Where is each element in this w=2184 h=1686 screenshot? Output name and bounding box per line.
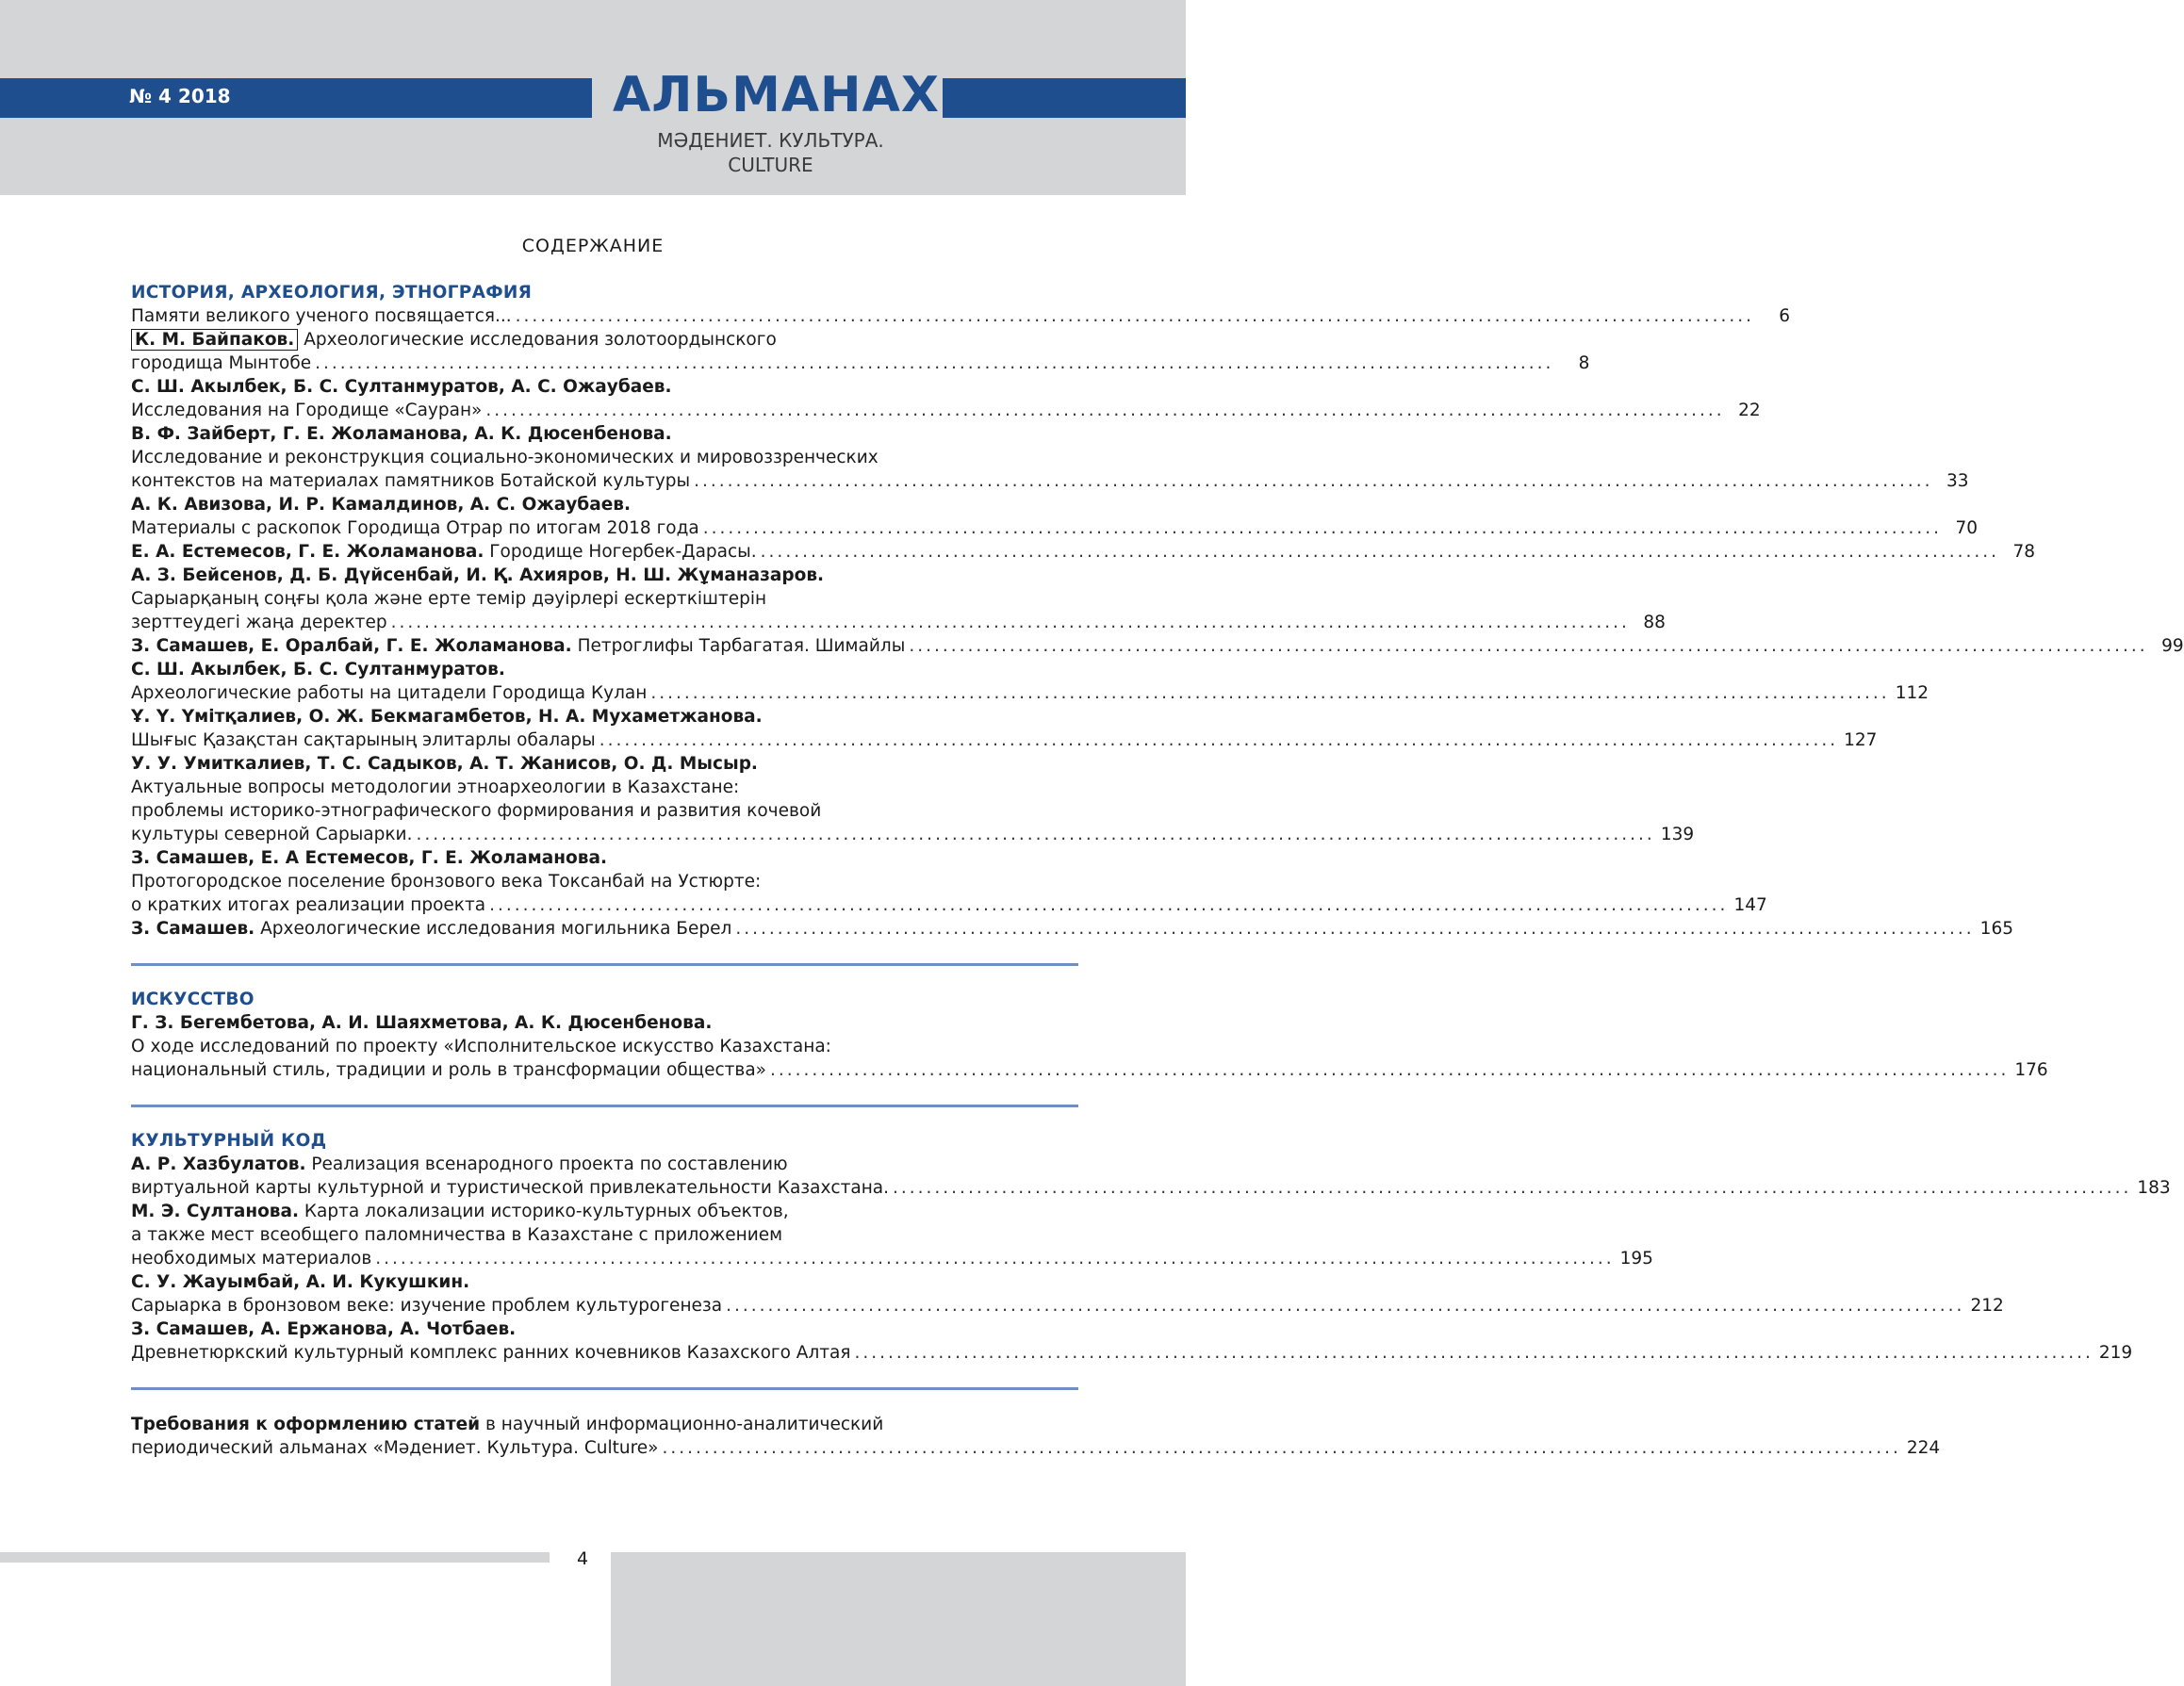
author-name: У. У. Умиткалиев, Т. С. Садыков, А. Т. Жанисов, О. Д. Мысыр. bbox=[131, 754, 758, 774]
toc-title: СОДЕРЖАНИЕ bbox=[521, 236, 665, 256]
page-ref: 176 bbox=[2014, 1060, 2048, 1080]
dot-leader: .................................................................................................................................................... bbox=[893, 1178, 2132, 1198]
author-name: С. Ш. Акылбек, Б. С. Султанмуратов. bbox=[131, 660, 505, 679]
footer-block bbox=[611, 1552, 1186, 1686]
dot-leader: .................................................................................................................................................... bbox=[909, 636, 2148, 656]
author-name: Г. З. Бегембетова, А. И. Шаяхметова, А. К. Дюсенбенова. bbox=[131, 1013, 713, 1033]
journal-title: АЛЬМАНАХ bbox=[613, 67, 940, 123]
toc-entry[interactable] bbox=[131, 1318, 1078, 1341]
toc-entry[interactable] bbox=[131, 564, 1078, 587]
page-ref: 22 bbox=[1738, 401, 1761, 420]
page-ref: 88 bbox=[1643, 613, 1666, 632]
page-ref: 147 bbox=[1733, 895, 1767, 915]
page-ref: 33 bbox=[1946, 471, 1969, 491]
author-name: А. К. Авизова, И. Р. Камалдинов, А. С. Ожаубаев. bbox=[131, 495, 631, 515]
section-divider bbox=[131, 1105, 1078, 1107]
issue-number: № 4 2018 bbox=[129, 85, 231, 107]
toc-entry[interactable] bbox=[131, 705, 1078, 728]
toc-entry[interactable] bbox=[131, 1270, 1078, 1294]
section-art: ИСКУССТВО Г. З. Бегембетова, А. И. Шаяхметова, А. К. Дюсенбенова. О ходе исследований по проекту «Исполнительское искусство Казахстана: национальный стиль, традиции и роль в трансформации общества» .................................................................................................................................................... 176 bbox=[131, 990, 2048, 1080]
dot-leader: .................................................................................................................................................... bbox=[694, 471, 1933, 491]
section-heading: ИСТОРИЯ, АРХЕОЛОГИЯ, ЭТНОГРАФИЯ bbox=[131, 283, 533, 303]
author-name: М. Э. Султанова. bbox=[131, 1202, 300, 1221]
author-name: З. Самашев. bbox=[131, 919, 255, 939]
page-ref: 183 bbox=[2137, 1178, 2171, 1198]
toc-entry[interactable] bbox=[131, 422, 1078, 446]
dot-leader: .................................................................................................................................................... bbox=[416, 825, 1655, 844]
toc-entry[interactable]: З. Самашев. Археологические исследования могильника Берел .................................................................................................................................................... 165 bbox=[131, 919, 2013, 939]
author-name: С. Ш. Акылбек, Б. С. Султанмуратов, А. С. Ожаубаев. bbox=[131, 377, 672, 397]
dot-leader: .................................................................................................................................................... bbox=[515, 306, 1754, 326]
dot-leader: .................................................................................................................................................... bbox=[726, 1296, 1965, 1316]
author-name: С. У. Жауымбай, А. И. Кукушкин. bbox=[131, 1272, 470, 1292]
page-ref: 195 bbox=[1619, 1249, 1653, 1269]
author-name: В. Ф. Зайберт, Г. Е. Жоламанова, А. К. Дюсенбенова. bbox=[131, 424, 672, 444]
requirements-bold: Требования к оформлению статей bbox=[131, 1415, 481, 1434]
toc-entry[interactable] bbox=[131, 658, 1078, 681]
dot-leader: .................................................................................................................................................... bbox=[760, 542, 2000, 562]
toc-entry[interactable]: М. Э. Султанова. Карта локализации историко-культурных объектов, bbox=[131, 1202, 789, 1221]
author-name: К. М. Байпаков. bbox=[131, 329, 298, 351]
journal-subtitle: МӘДЕНИЕТ. КУЛЬТУРА. CULTURE bbox=[657, 129, 884, 176]
author-name: Е. А. Естемесов, Г. Е. Жоламанова. bbox=[131, 542, 484, 562]
dot-leader: .................................................................................................................................................... bbox=[315, 353, 1554, 373]
toc-entry[interactable] bbox=[131, 752, 1078, 776]
toc-entry[interactable]: З. Самашев, Е. Оралбай, Г. Е. Жоламанова. Петроглифы Тарбагатая. Шимайлы .................................................................................................................................................... 99 bbox=[131, 636, 2184, 656]
page-ref: 212 bbox=[1970, 1296, 2004, 1316]
dot-leader: .................................................................................................................................................... bbox=[650, 683, 1890, 703]
requirements-entry[interactable]: Требования к оформлению статей в научный информационно-аналитический периодический альманах «Мәдениет. Культура. Culture» .................................................................................................................................................... 224 bbox=[131, 1415, 1941, 1458]
page-number: 4 bbox=[576, 1548, 589, 1569]
page-ref: 99 bbox=[2161, 636, 2184, 656]
dot-leader: .................................................................................................................................................... bbox=[770, 1060, 2010, 1080]
author-name: З. Самашев, Е. Оралбай, Г. Е. Жоламанова. bbox=[131, 636, 572, 656]
dot-leader: .................................................................................................................................................... bbox=[662, 1438, 1901, 1458]
page-ref: 139 bbox=[1660, 825, 1695, 844]
dot-leader: .................................................................................................................................................... bbox=[485, 401, 1725, 420]
page-ref: 219 bbox=[2098, 1343, 2133, 1363]
author-name: А. З. Бейсенов, Д. Б. Дүйсенбай, И. Қ. Ахияров, Н. Ш. Жұманазаров. bbox=[131, 565, 825, 585]
dot-leader: .................................................................................................................................................... bbox=[390, 613, 1630, 632]
dot-leader: .................................................................................................................................................... bbox=[599, 730, 1839, 750]
toc-entry[interactable]: А. Р. Хазбулатов. Реализация всенародного проекта по составлению bbox=[131, 1154, 788, 1174]
section-heading: ИСКУССТВО bbox=[131, 990, 255, 1009]
header-bar-left bbox=[0, 78, 592, 118]
page-ref: 112 bbox=[1895, 683, 1929, 703]
section-divider bbox=[131, 963, 1078, 966]
page-ref: 6 bbox=[1779, 306, 1790, 326]
section-history: ИСТОРИЯ, АРХЕОЛОГИЯ, ЭТНОГРАФИЯ Памяти великого ученого посвящается... .................................................................................................................................................... 6 К. М. Байпаков. Археологические исследования золотоордынского городища Мынтобе .................................................................................................................................................... 8 С. Ш. Акылбек, Б. С. Султанмуратов, А. С. Ожаубаев. Исследования на Городище «Сауран» .................................................................................................................................................... 22 В. Ф. Зайберт, Г. Е. Жоламанова, А. К. Дюсенбенова. Исследование и реконструкция социально-экономических и мировоззренческих контекстов на материалах памятников Ботайской культуры .................................................................................................................................................... 33 А. К. Авизова, И. Р. Камалдинов, А. С. Ожаубаев. Материалы с раскопок Городища Отрар по итогам 2018 года .................................................................................................................................................... 70 Е. А. Естемесов, Г. Е. Жоламанова. Городище Ногербек-Дарасы. .................................................................................................................................................... 78 А. З. Бейсенов, Д. Б. Дүйсенбай, И. Қ. Ахияров, Н. Ш. Жұманазаров. Сарыарқаның соңғы қола және ерте темір дәуірлері ескерткіштерін зерттеудегі жаңа деректер .................................................................................................................................................... 88 З. Самашев, Е. Оралбай, Г. Е. Жоламанова. Петроглифы Тарбагатая. Шимайлы .................................................................................................................................................... 99 С. Ш. Акылбек, Б. С. Султанмуратов. Археологические работы на цитадели Городища Кулан .................................................................................................................................................... 112 Ұ. Ү. Үмітқалиев, О. Ж. Бекмагамбетов, Н. А. Мухаметжанова. Шығыс Қазақстан сақтарының элитарлы обалары .................................................................................................................................................... 127 У. У. Умиткалиев, Т. С. Садыков, А. Т. Жанисов, О. Д. Мысыр. Актуальные вопросы методологии этноархеологии в Казахстане: проблемы историко-этнографического формирования и развития кочевой культуры северной Сарыарки. .................................................................................................................................................... 139 З. Самашев, Е. А Естемесов, Г. Е. Жоламанова. Протогородское поселение бронзового века Токсанбай на Устюрте: о кратких итогах реализации проекта .................................................................................................................................................... 147 З. Самашев. Археологические исследования могильника Берел .................................................................................................................................................... 165 bbox=[131, 283, 2184, 939]
toc-entry[interactable]: К. М. Байпаков. Археологические исследования золотоордынского bbox=[131, 328, 1078, 352]
dot-leader: .................................................................................................................................................... bbox=[702, 518, 1943, 538]
toc-entry[interactable] bbox=[131, 846, 1078, 870]
footer-bar bbox=[0, 1552, 550, 1563]
section-divider bbox=[131, 1387, 1078, 1390]
toc-entry[interactable] bbox=[131, 493, 1078, 516]
page-ref: 127 bbox=[1844, 730, 1878, 750]
toc-entry[interactable]: Е. А. Естемесов, Г. Е. Жоламанова. Городище Ногербек-Дарасы. .................................................................................................................................................... 78 bbox=[131, 542, 2036, 562]
dot-leader: .................................................................................................................................................... bbox=[854, 1343, 2094, 1363]
dot-leader: .................................................................................................................................................... bbox=[375, 1249, 1615, 1269]
dot-leader: .................................................................................................................................................... bbox=[489, 895, 1729, 915]
header-bar-right bbox=[943, 78, 1186, 118]
author-name: З. Самашев, Е. А Естемесов, Г. Е. Жоламанова. bbox=[131, 848, 607, 868]
page-ref: 224 bbox=[1906, 1438, 1941, 1458]
author-name: А. Р. Хазбулатов. bbox=[131, 1154, 306, 1174]
author-name: З. Самашев, А. Ержанова, А. Чотбаев. bbox=[131, 1319, 517, 1339]
author-name: Ұ. Ү. Үмітқалиев, О. Ж. Бекмагамбетов, Н. А. Мухаметжанова. bbox=[131, 707, 763, 727]
toc-entry[interactable] bbox=[131, 375, 1078, 399]
section-heading: КУЛЬТУРНЫЙ КОД bbox=[131, 1131, 327, 1151]
dot-leader: .................................................................................................................................................... bbox=[735, 919, 1975, 939]
page-ref: 165 bbox=[1979, 919, 2013, 939]
section-cultural-code: КУЛЬТУРНЫЙ КОД А. Р. Хазбулатов. Реализация всенародного проекта по составлению виртуальной карты культурной и туристической привлекательности Казахстана. .................................................................................................................................................... 183 М. Э. Султанова. Карта локализации историко-культурных объектов, а также мест всеобщего паломничества в Казахстане с приложением необходимых материалов .................................................................................................................................................... 195 С. У. Жауымбай, А. И. Кукушкин. Сарыарка в бронзовом веке: изучение проблем культурогенеза .................................................................................................................................................... 212 З. Самашев, А. Ержанова, А. Чотбаев. Древнетюркский культурный комплекс ранних кочевников Казахского Алтая .................................................................................................................................................... 219 bbox=[131, 1131, 2171, 1363]
page-ref: 70 bbox=[1955, 518, 1979, 538]
toc-entry[interactable]: Памяти великого ученого посвящается... .................................................................................................................................................... 6 bbox=[131, 306, 1790, 326]
page-ref: 78 bbox=[2012, 542, 2036, 562]
page-ref: 8 bbox=[1578, 353, 1590, 373]
toc-entry[interactable] bbox=[131, 1011, 1078, 1035]
